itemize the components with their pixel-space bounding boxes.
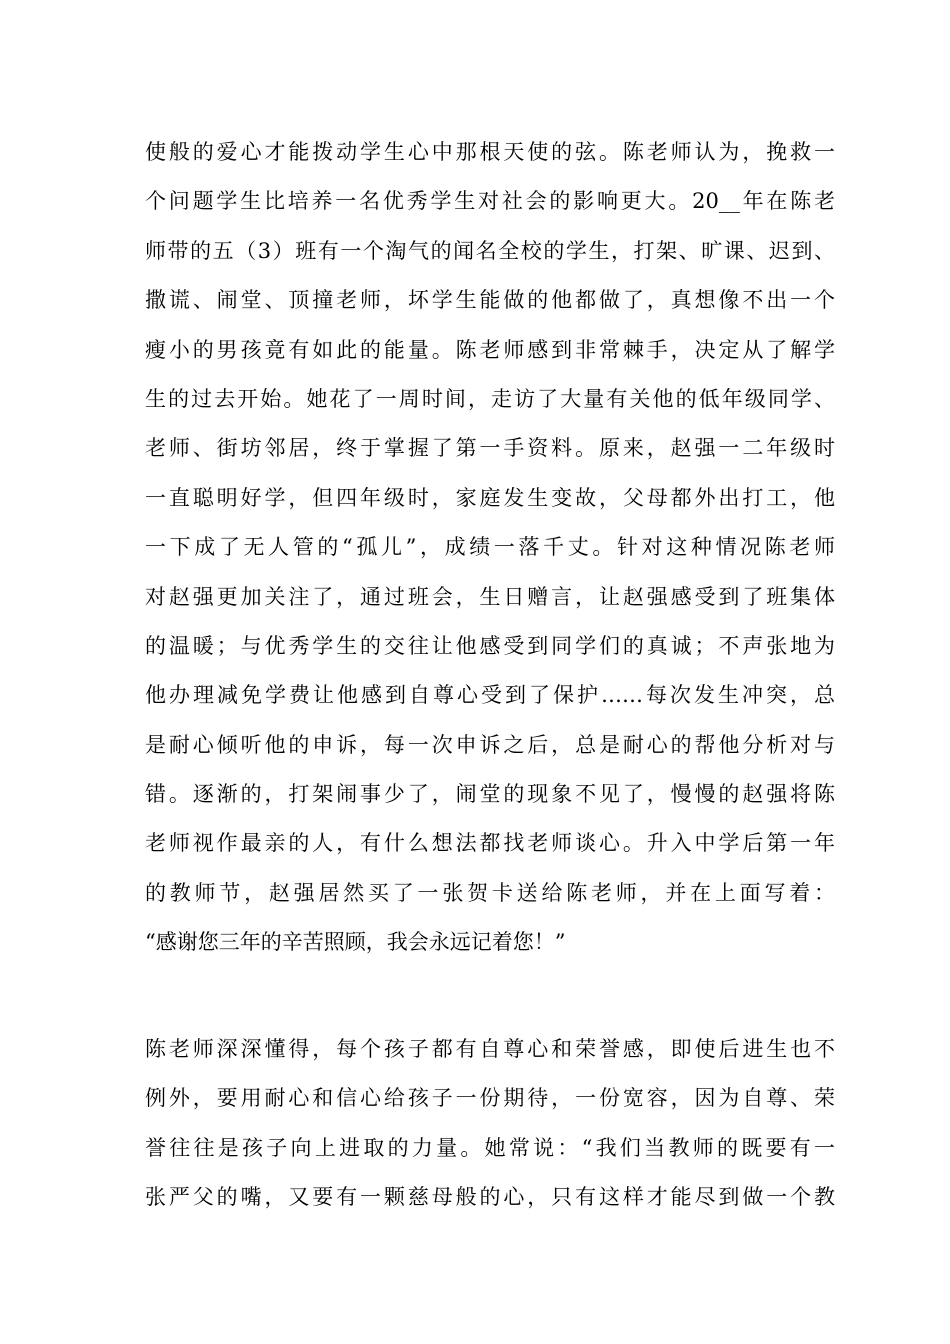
text-line: 誉往往是孩子向上进取的力量。她常说：“我们当教师的既要有一 bbox=[145, 1135, 835, 1160]
text-line: 师带的五（3）班有一个淘气的闻名全校的学生，打架、旷课、迟到、 bbox=[145, 238, 835, 263]
text-line: 张严父的嘴，又要有一颗慈母般的心，只有这样才能尽到做一个教 bbox=[145, 1185, 835, 1210]
text-line: 例外，要用耐心和信心给孩子一份期待，一份宽容，因为自尊、荣 bbox=[145, 1086, 835, 1111]
text-line: 一直聪明好学，但四年级时，家庭发生变故，父母都外出打工，他 bbox=[145, 485, 835, 510]
text-line: 一下成了无人管的“孤儿”，成绩一落千丈。针对这种情况陈老师 bbox=[145, 535, 835, 560]
text-line: 使般的爱心才能拨动学生心中那根天使的弦。陈老师认为，挽救一 bbox=[145, 140, 835, 164]
text-line: 老师、街坊邻居，终于掌握了第一手资料。原来，赵强一二年级时 bbox=[145, 436, 835, 461]
text-line: 的教师节，赵强居然买了一张贺卡送给陈老师，并在上面写着： bbox=[145, 880, 835, 905]
text-line: “感谢您三年的辛苦照顾，我会永远记着您！” bbox=[145, 930, 566, 955]
paragraph-2 bbox=[145, 1025, 835, 1223]
text-line: 的温暖；与优秀学生的交往让他感受到同学们的真诚；不声张地为 bbox=[145, 633, 835, 658]
paragraph-1 bbox=[145, 128, 835, 968]
text-line: 对赵强更加关注了，通过班会，生日赠言，让赵强感受到了班集体 bbox=[145, 584, 835, 609]
text-line: 陈老师深深懂得，每个孩子都有自尊心和荣誉感，即使后进生也不 bbox=[145, 1037, 835, 1061]
text-line: 错。逐渐的，打架闹事少了，闹堂的现象不见了，慢慢的赵强将陈 bbox=[145, 782, 835, 807]
text-line: 他办理减免学费让他感到自尊心受到了保护……每次发生冲突，总 bbox=[145, 683, 835, 708]
text-line: 个问题学生比培养一名优秀学生对社会的影响更大。20__年在陈老 bbox=[145, 189, 835, 214]
text-line: 老师视作最亲的人，有什么想法都找老师谈心。升入中学后第一年 bbox=[145, 831, 835, 856]
text-line: 是耐心倾听他的申诉，每一次申诉之后，总是耐心的帮他分析对与 bbox=[145, 732, 835, 757]
text-line: 生的过去开始。她花了一周时间，走访了大量有关他的低年级同学、 bbox=[145, 386, 835, 411]
text-line: 瘦小的男孩竟有如此的能量。陈老师感到非常棘手，决定从了解学 bbox=[145, 337, 835, 362]
text-line: 撒谎、闹堂、顶撞老师，坏学生能做的他都做了，真想像不出一个 bbox=[145, 288, 835, 313]
